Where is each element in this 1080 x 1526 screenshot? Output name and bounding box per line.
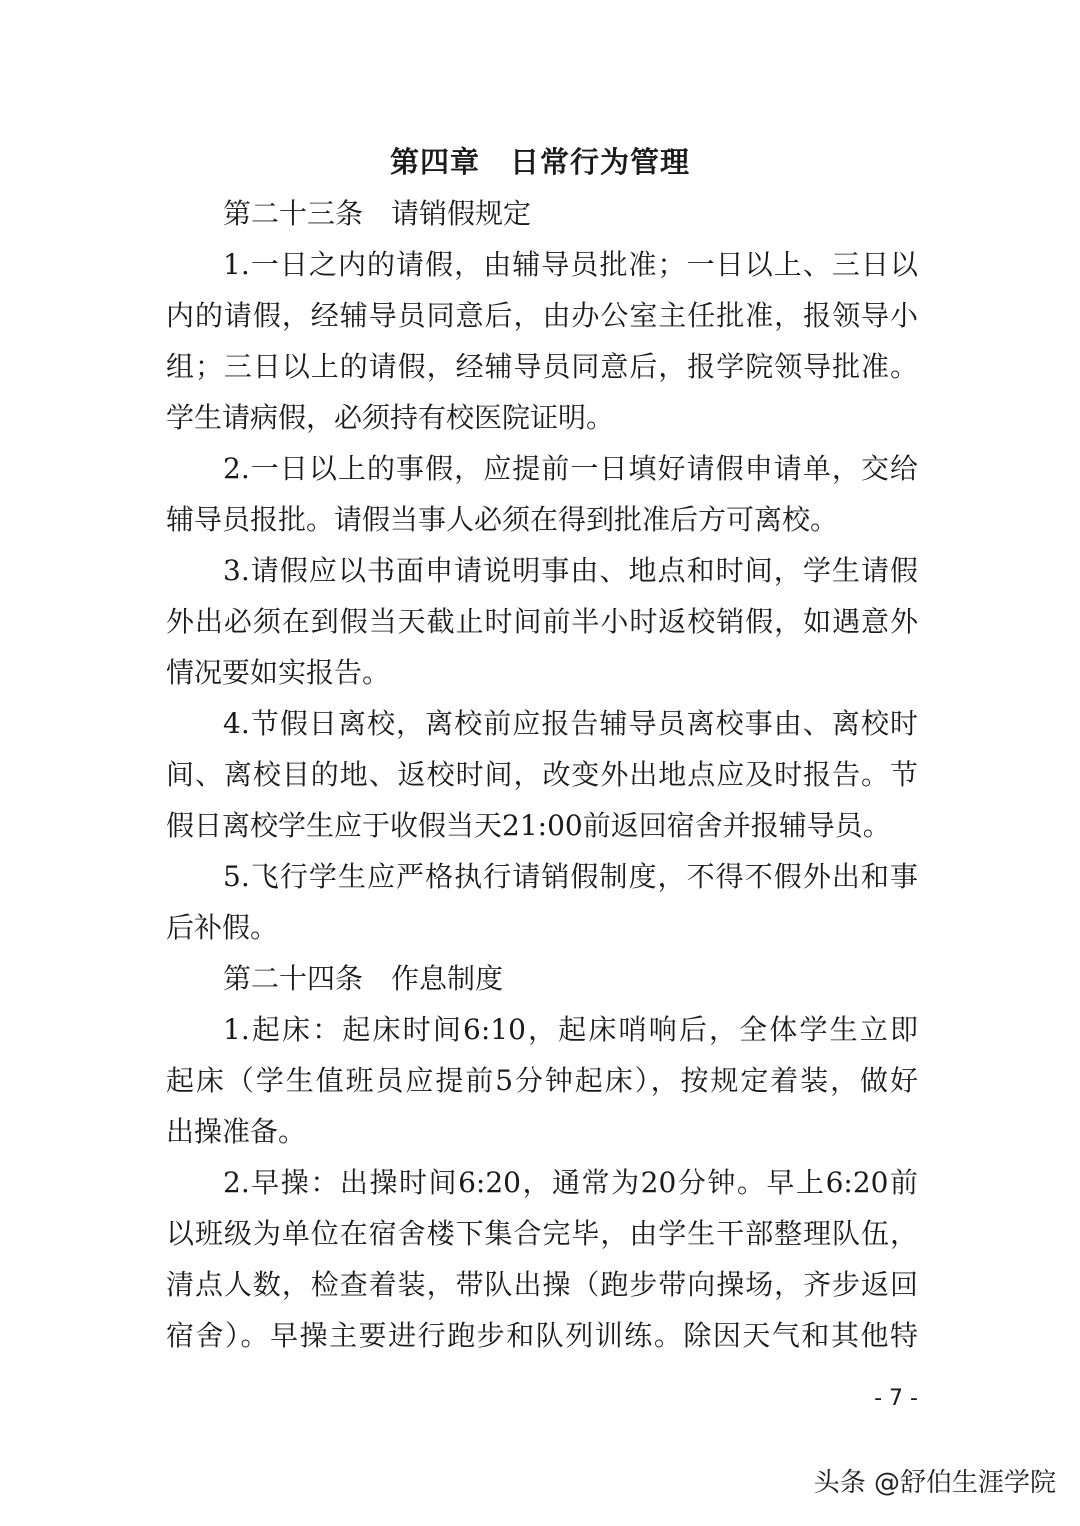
text-line: 间、离校目的地、返校时间，改变外出地点应及时报告。节 bbox=[166, 758, 918, 791]
text-line: 3.请假应以书面申请说明事由、地点和时间，学生请假 bbox=[223, 554, 918, 587]
text-line: 4.节假日离校，离校前应报告辅导员离校事由、离校时 bbox=[223, 707, 918, 740]
document-body bbox=[166, 188, 918, 1361]
text-line: 1.起床：起床时间6:10，起床哨响后，全体学生立即 bbox=[223, 1013, 918, 1046]
paragraph bbox=[166, 698, 918, 851]
text-line: 2.早操：出操时间6:20，通常为20分钟。早上6:20前 bbox=[223, 1166, 918, 1199]
paragraph bbox=[166, 443, 918, 545]
text-line: 清点人数，检查着装，带队出操（跑步带向操场，齐步返回 bbox=[166, 1268, 918, 1301]
text-line: 内的请假，经辅导员同意后，由办公室主任批准，报领导小 bbox=[166, 299, 918, 332]
text-line: 2.一日以上的事假，应提前一日填好请假申请单，交给 bbox=[223, 452, 918, 485]
text-line: 外出必须在到假当天截止时间前半小时返校销假，如遇意外 bbox=[166, 605, 918, 638]
text-line: 起床（学生值班员应提前5分钟起床），按规定着装，做好 bbox=[166, 1064, 918, 1097]
paragraph bbox=[166, 545, 918, 698]
text-line: 宿舍）。早操主要进行跑步和队列训练。除因天气和其他特 bbox=[166, 1319, 918, 1352]
text-line: 组；三日以上的请假，经辅导员同意后，报学院领导批准。 bbox=[166, 350, 918, 383]
text-line: 学生请病假，必须持有校医院证明。 bbox=[166, 401, 615, 434]
paragraph bbox=[166, 1157, 918, 1361]
chapter-title: 第四章 日常行为管理 bbox=[389, 145, 690, 179]
text-line: 情况要如实报告。 bbox=[166, 656, 391, 689]
paragraph bbox=[166, 1004, 918, 1157]
article-heading: 第二十四条 作息制度 bbox=[223, 962, 504, 995]
article-heading: 第二十三条 请销假规定 bbox=[223, 197, 532, 230]
watermark: 头条 @舒伯生涯学院 bbox=[813, 1468, 1056, 1498]
text-line: 1.一日之内的请假，由辅导员批准；一日以上、三日以 bbox=[223, 248, 918, 281]
text-line: 以班级为单位在宿舍楼下集合完毕，由学生干部整理队伍， bbox=[166, 1217, 918, 1250]
text-line: 辅导员报批。请假当事人必须在得到批准后方可离校。 bbox=[166, 503, 839, 536]
page-number: - 7 - bbox=[874, 1386, 918, 1411]
text-line: 假日离校学生应于收假当天21:00前返回宿舍并报辅导员。 bbox=[166, 809, 891, 842]
text-line: 5.飞行学生应严格执行请销假制度，不得不假外出和事 bbox=[223, 860, 918, 893]
text-line: 后补假。 bbox=[166, 911, 279, 944]
text-line: 出操准备。 bbox=[166, 1115, 307, 1148]
paragraph bbox=[166, 851, 918, 953]
paragraph bbox=[166, 239, 918, 443]
